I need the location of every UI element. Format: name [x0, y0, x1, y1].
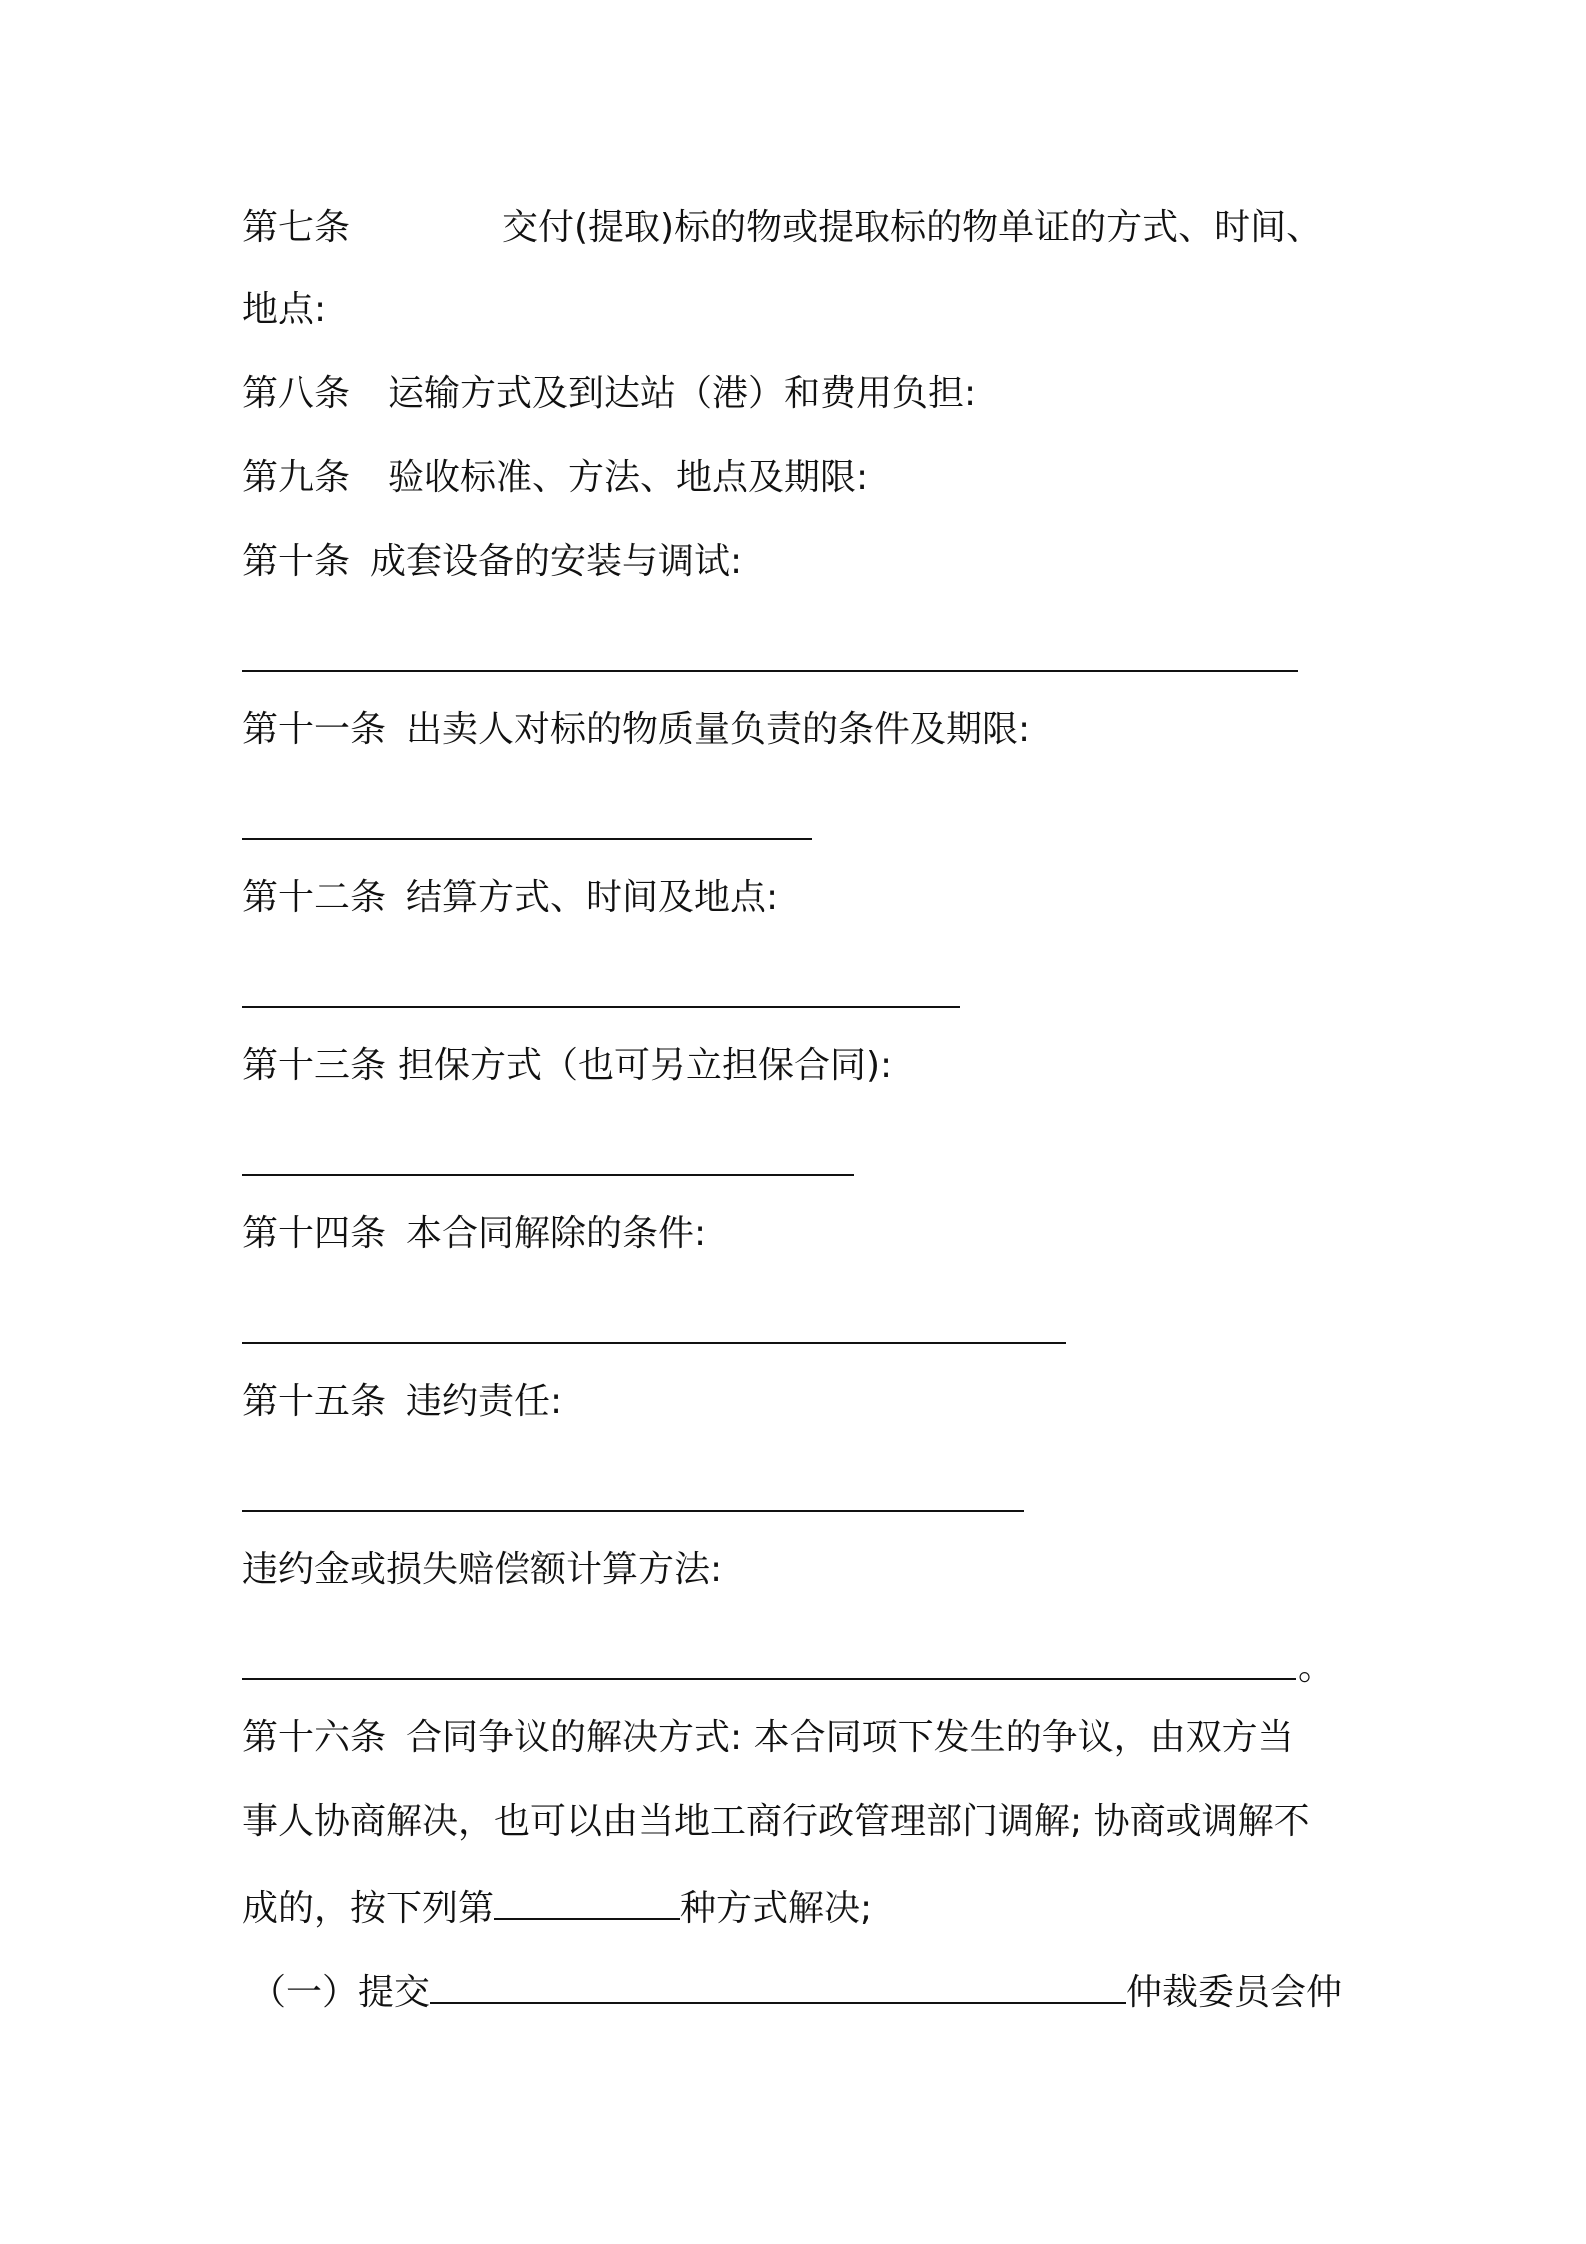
- article-title: 成套设备的安装与调试:: [370, 541, 743, 582]
- article-16: [242, 1716, 1294, 1760]
- line-text-after: 种方式解决;: [680, 1888, 873, 1929]
- option-one-line: [250, 1966, 1342, 2015]
- article-title: 合同争议的解决方式: 本合同项下发生的争议，由双方当: [406, 1717, 1294, 1758]
- article-16-line-3: [242, 1882, 872, 1931]
- article-7: [242, 206, 1322, 250]
- article-number: 第十二条: [242, 877, 387, 918]
- article-number: 第十条: [242, 541, 351, 582]
- article-title: 运输方式及到达站（港）和费用负担:: [388, 373, 977, 414]
- article-number: 第八条: [242, 373, 351, 414]
- end-period: 。: [1298, 1647, 1335, 1688]
- article-title: 结算方式、时间及地点:: [406, 877, 779, 918]
- article-title: 违约责任:: [406, 1381, 563, 1422]
- fill-blank-line[interactable]: [242, 838, 812, 840]
- article-13: [242, 1044, 892, 1088]
- article-11: [242, 708, 1030, 752]
- article-title: 验收标准、方法、地点及期限:: [388, 457, 869, 498]
- article-8: [242, 372, 976, 416]
- article-number: 第十四条: [242, 1213, 387, 1254]
- article-10: [242, 540, 742, 584]
- fill-blank-line[interactable]: [242, 1174, 854, 1176]
- article-title: 出卖人对标的物质量负责的条件及期限:: [406, 709, 1031, 750]
- article-16-line-2: 事人协商解决，也可以由当地工商行政管理部门调解; 协商或调解不: [242, 1801, 1310, 1842]
- article-number: 第九条: [242, 457, 351, 498]
- article-number: 第十六条: [242, 1717, 387, 1758]
- article-number: 第七条: [242, 207, 351, 248]
- article-15: [242, 1380, 562, 1424]
- article-title: 交付(提取)标的物或提取标的物单证的方式、时间、: [502, 207, 1323, 248]
- article-14: [242, 1212, 706, 1256]
- fill-blank-line[interactable]: [242, 1006, 960, 1008]
- article-title: 本合同解除的条件:: [406, 1213, 707, 1254]
- article-9: [242, 456, 868, 500]
- option-text: 仲裁委员会仲: [1126, 1972, 1343, 2013]
- method-number-blank[interactable]: [494, 1882, 680, 1920]
- article-number: 第十一条: [242, 709, 387, 750]
- fill-blank-line[interactable]: [242, 670, 1298, 672]
- article-title: 担保方式（也可另立担保合同):: [398, 1045, 893, 1086]
- line-text-before: 成的，按下列第: [242, 1888, 495, 1929]
- fill-blank-line[interactable]: [242, 1510, 1024, 1512]
- article-number: 第十三条: [242, 1045, 387, 1086]
- option-label: （一）提交: [250, 1972, 431, 2013]
- article-7-continuation: 地点:: [242, 289, 327, 330]
- fill-blank-line[interactable]: [242, 1678, 1296, 1680]
- arbitration-commission-blank[interactable]: [430, 1966, 1126, 2004]
- fill-blank-line[interactable]: [242, 1342, 1066, 1344]
- penalty-calculation-label: 违约金或损失赔偿额计算方法:: [242, 1549, 723, 1590]
- article-number: 第十五条: [242, 1381, 387, 1422]
- article-12: [242, 876, 778, 920]
